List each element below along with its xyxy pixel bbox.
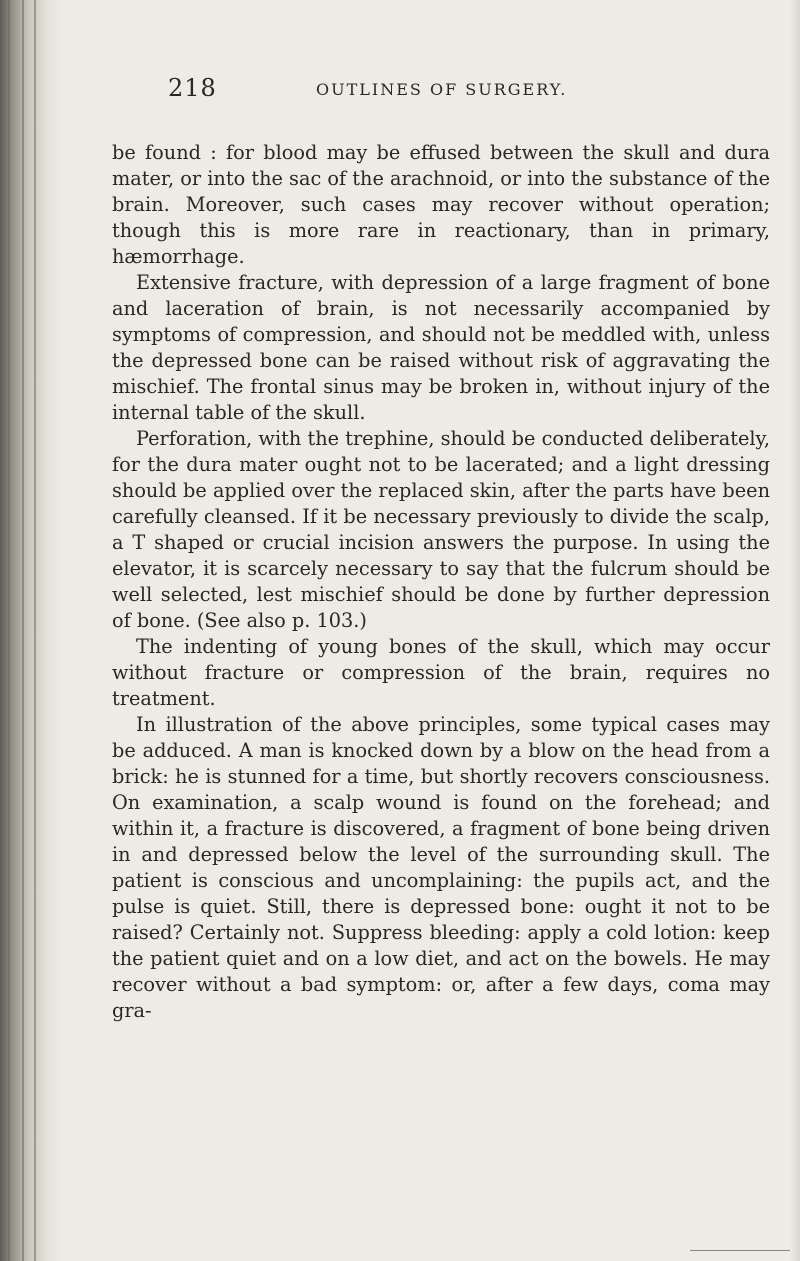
running-title: OUTLINES OF SURGERY. xyxy=(316,80,568,99)
paragraph: The indenting of young bones of the skull, which may occur without fracture or compression of the brain, requires no treatment. xyxy=(112,635,770,710)
paragraph: In illustration of the above principles, some typical cases may be adduced. A man is knocked down by a blow on the head from a brick: he is stunned for a time, but shortly recovers consciousness. On examination, a scalp wound is found on the forehead; and within it, a fracture is discovered, a fragment of bone being driven in and depressed below the level of the surrounding skull. The patient is conscious and uncomplaining: the pupils act, and the pulse is quiet. Still, there is depressed bone: ought it not to be raised? Certainly not. Suppress bleeding: apply a cold lotion: keep the patient quiet and on a low diet, and act on the bowels. He may recover without a bad symptom: or, after a few days, coma may gra- xyxy=(112,713,770,1022)
running-head xyxy=(112,74,770,108)
page-number: 218 xyxy=(168,74,217,102)
binding-crease xyxy=(34,0,36,1261)
paragraph: be found : for blood may be effused between the skull and dura mater, or into the sac of the arachnoid, or into the substance of the brain. Moreover, such cases may recover without operation; though this is more rare in reactionary, than in primary, hæmorrhage. xyxy=(112,141,770,268)
paragraph: Extensive fracture, with depression of a large fragment of bone and laceration of brain, is not necessarily accompanied by symptoms of compression, and should not be meddled with, unless the depressed bone can be raised without risk of aggravating the mischief. The frontal sinus may be broken in, without injury of the internal table of the skull. xyxy=(112,271,770,424)
bottom-rule xyxy=(690,1250,790,1251)
binding-crease xyxy=(22,0,24,1261)
binding-crease xyxy=(8,0,10,1261)
book-page xyxy=(112,74,770,1024)
paragraph: Perforation, with the trephine, should be conducted deliberately, for the dura mater ought not to be lacerated; and a light dressing should be applied over the replaced skin, after the parts have been carefully cleansed. If it be necessary previously to divide the scalp, a T shaped or crucial incision answers the purpose. In using the elevator, it is scarcely necessary to say that the fulcrum should be well selected, lest mischief should be done by further depression of bone. (See also p. 103.) xyxy=(112,427,770,632)
page-edge xyxy=(790,0,800,1261)
body-text xyxy=(112,140,770,1024)
